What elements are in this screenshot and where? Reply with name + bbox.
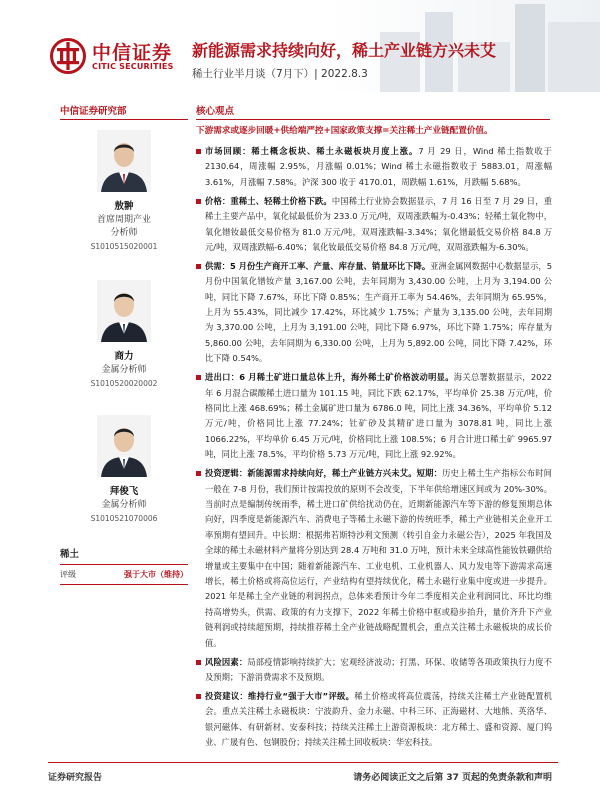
paragraph-lead: 风险因素：	[205, 656, 248, 667]
divider	[60, 564, 188, 565]
industry-rating-box	[60, 548, 188, 585]
core-view-paragraph	[196, 689, 552, 751]
analyst-photo	[97, 280, 151, 342]
bullet-icon	[196, 660, 201, 665]
brand-name-en: CITIC SECURITIES	[92, 62, 174, 71]
core-view-tagline: 下游需求或逐步回暖+供给端严控+国家政策支撑=关注稀土产业链配置价值。	[196, 126, 493, 136]
analyst-id: S1010520020002	[90, 379, 158, 388]
analyst-role: 分析师	[110, 228, 138, 238]
core-view-paragraph	[196, 194, 552, 256]
report-subtitle: 稀土行业半月谈（7月下）| 2022.8.3	[192, 68, 368, 80]
paragraph-text: 历史上稀土生产指标公布时间一般在 7-8 月份，我们预计按需投放的原则不会改变，下半年供给增速区间或为 20%-30%。当前时点是编制传统雨季，稀土进口矿供给扰动仍在，近期新能源汽车等下游的修复预期总体向好，四季度是新能源汽车、消费电子等稀土永磁下游的传统旺季，稀土产业链相关企业开工率预期有望回升。中长期：根据弗若斯特沙利文预测（转引自金力永磁公告），2025 年我国及全球的稀土永磁材料产量将分别达到 28.4 万吨和 31.0 万吨，预计未来全球高性能钕铁硼供给增量或主要集中在中国；随着新能源汽车、工业电机、工业机器人、风力发电等下游需求高速增长，稀土价格或将高位运行，产业结构有望持续优化，稀土永磁行业集中度或进一步提升。2021 年是稀土全产业链的利润拐点，总体来看预计今年二季度相关企业利润同比、环比均维持高增势头，供需、政策的有力支撑下，2022 年稀土价格中枢或稳步抬升，量价齐升下产业链利润或持续超预期，持续推荐稀土全产业链战略配置机会，重点关注稀土永磁板块的成长价值。	[205, 468, 552, 648]
analyst-name: 敖翀	[114, 201, 134, 212]
analyst-role: 金属分析师	[101, 365, 147, 375]
core-view-list	[196, 144, 552, 754]
research-dept-label: 中信证券研究部	[60, 106, 127, 117]
analyst-photo	[97, 415, 151, 477]
rating-industry: 稀土	[60, 549, 80, 560]
core-view-paragraph	[196, 259, 552, 367]
bullet-icon	[196, 264, 201, 269]
paragraph-text: 海关总署数据显示，2022 年 6 月混合碳酸稀土进口量为 101.15 吨，同比下跌 62.17%，平均单价 25.38 万元/吨，价格同比上涨 468.69%；稀土金属矿进口量为 6786.0 吨，同比上涨 34.36%，平均单价 5.12 万元/吨，价格同比上涨 77.24%；钍矿砂及其精矿进口量为 3078.81 吨，同比上涨 1066.22%，平均单价 6.45 万元/吨，价格同比上涨 108.5%；6 月合计进口稀土矿 9965.97 吨，同比上涨 78.5%，平均价格 5.73 万元/吨，同比上涨 92.92%。	[205, 372, 553, 460]
analyst-id: S1010521070006	[90, 514, 158, 523]
paragraph-text: 7 月 29 日，Wind 稀土指数收于 2130.64，周涨幅 2.95%，月涨幅 0.01%；Wind 稀土永磁指数收于 5883.01，周涨幅 3.61%，月涨幅 7.58%。沪深 300 收于 4170.01，周跌幅 1.61%，月跌幅 5.68%。	[205, 146, 552, 187]
rating-key: 评级	[60, 570, 76, 579]
analyst-name: 商力	[114, 351, 134, 362]
core-view-paragraph	[196, 655, 552, 686]
footer-divider	[48, 762, 558, 763]
analyst-role: 首席周期产业	[96, 215, 151, 225]
analyst-card	[60, 130, 188, 254]
bullet-icon	[196, 694, 201, 699]
paragraph-text: 中国稀土行业协会数据显示，7 月 16 日至 7 月 29 日，重稀土主要产品中，氧化铽最低价为 233.0 万元/吨，双周涨跌幅为-0.43%；轻稀土氧化物中，氧化镨钕最低交易价格为 81.0 万元/吨，双周涨跌幅-3.34%；氧化镨最低交易价格 84.8 万元/吨，双周涨跌幅-6.40%；氧化钕最低交易价格 84.8 万元/吨，双周涨跌幅为-6.30%。	[205, 195, 552, 252]
section-title: 核心观点	[196, 106, 235, 117]
analyst-card	[60, 415, 188, 526]
analyst-role: 金属分析师	[101, 500, 147, 510]
bullet-icon	[196, 471, 201, 476]
paragraph-text: 亚洲金属网数据中心数据显示，5 月份中国氧化镨钕产量 3,167.00 公吨，去年同期为 3,430.00 公吨，上月为 3,194.00 公吨，同比下降 7.67%，环比下降 0.85%；生产商开工率为 54.46%，去年同期为 65.95%，上月为 55.43%，同比减少 17.42%，环比减少 1.75%；产量为 3,135.00 公吨，去年同期为 3,370.00 公吨，上月为 3,191.00 公吨，同比下降 6.97%，环比下降 1.75%；库存量为 5,860.00 公吨，去年同期为 6,330.00 公吨，上月为 5,892.00 公吨，同比下降 7.42%，环比下降 0.54%。	[205, 260, 552, 364]
paragraph-lead: 价格：重稀土、轻稀土价格下跌。	[205, 195, 332, 206]
bullet-icon	[196, 375, 201, 380]
report-title: 新能源需求持续向好，稀土产业链方兴未艾	[192, 41, 497, 60]
analyst-name: 拜俊飞	[109, 486, 139, 497]
rating-value: 强于大市（维持）	[124, 570, 188, 579]
divider	[60, 584, 188, 585]
paragraph-lead: 投资建议：维持行业“强于大市”评级。	[205, 690, 355, 701]
bullet-icon	[196, 199, 201, 204]
paragraph-lead: 投资逻辑：新能源需求持续向好，稀土产业链方兴未艾。短期：	[205, 468, 443, 479]
citic-logo-icon	[50, 38, 86, 74]
paragraph-lead: 市场回顾：稀土概念板块、稀土永磁板块月度上涨。	[205, 146, 419, 156]
divider	[196, 119, 550, 120]
divider	[60, 119, 188, 120]
core-view-paragraph	[196, 466, 552, 651]
analyst-card	[60, 280, 188, 391]
paragraph-text: 局部疫情影响持续扩大；宏观经济波动；打黑、环保、收储等各项政策执行力度不及预期；下游消费需求不及预期。	[205, 656, 552, 682]
paragraph-lead: 进出口：6 月稀土矿进口量总体上升，海外稀土矿价格波动明显。	[205, 372, 454, 383]
core-view-paragraph	[196, 370, 552, 462]
analyst-photo	[97, 130, 151, 192]
analyst-id: S1010515020001	[90, 242, 158, 251]
footer-label: 证券研究报告	[48, 773, 103, 783]
disclaimer-note: 请务必阅读正文之后第 37 页起的免责条款和声明	[353, 773, 552, 783]
bullet-icon	[196, 149, 201, 154]
paragraph-text: 稀土价格或将高位震荡，持续关注稀土产业链配置机会。重点关注稀土永磁板块：宁波韵升、金力永磁、中科三环、正海磁材、大地熊、英洛华、银河磁体、有研新材、安泰科技；持续关注稀土上游资源板块：北方稀土、盛和资源、厦门钨业、广晟有色、包钢股份；持续关注稀土回收板块：华宏科技。	[205, 690, 552, 748]
rating-row	[60, 569, 188, 580]
core-view-paragraph	[196, 144, 552, 190]
brand-name-cn: 中信证券	[92, 42, 173, 64]
paragraph-lead: 供需：5 月份生产商开工率、产量、库存量、销量环比下降。	[205, 260, 431, 271]
